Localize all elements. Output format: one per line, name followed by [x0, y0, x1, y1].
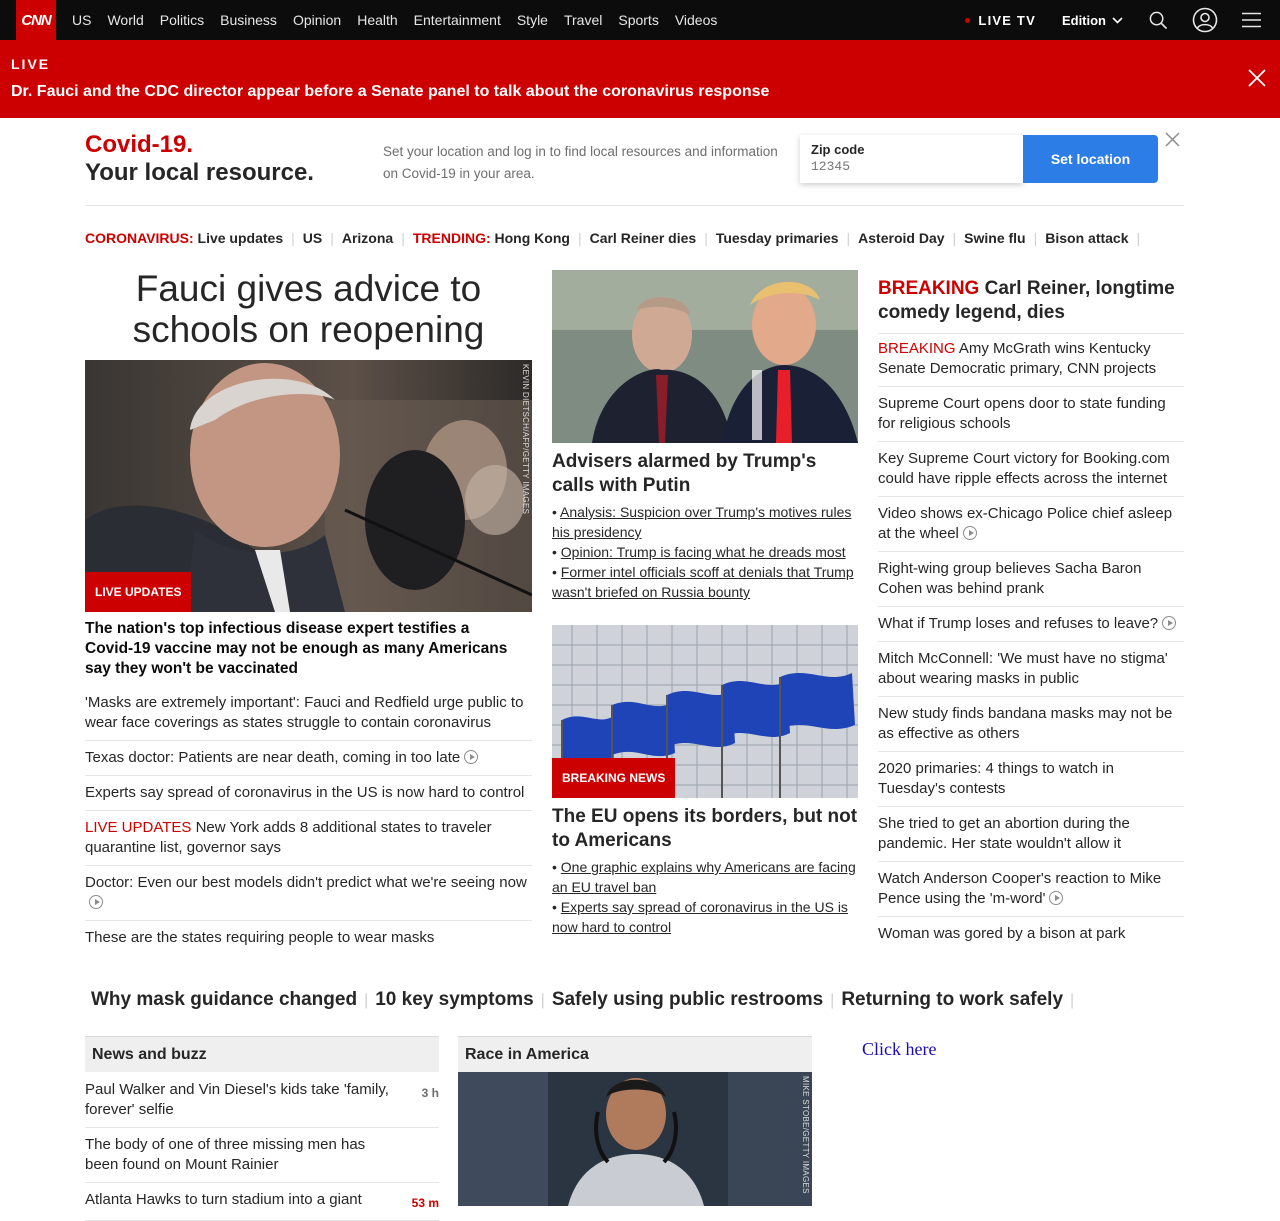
divider [85, 205, 1184, 206]
story-link-text: Watch Anderson Cooper's reaction to Mike Pence using the 'm-word' [878, 870, 1162, 907]
story-link-text: Woman was gored by a bison at park [878, 925, 1126, 942]
trending-bar [85, 230, 1148, 246]
list-item[interactable] [878, 387, 1184, 442]
account-icon[interactable] [1192, 7, 1218, 33]
covid-title-line1: Covid-19. [85, 131, 194, 158]
breaking-headline[interactable] [878, 277, 1184, 334]
trending-link[interactable]: Bison attack [1045, 230, 1129, 246]
eu-borders-related-links [552, 857, 858, 937]
list-item[interactable] [85, 776, 532, 811]
coronavirus-link[interactable]: Live updates [197, 230, 284, 246]
related-link[interactable] [552, 502, 858, 542]
nav-link-politics[interactable]: Politics [159, 12, 205, 28]
list-item[interactable] [85, 1128, 439, 1183]
list-item[interactable] [878, 442, 1184, 497]
related-link[interactable] [552, 562, 858, 602]
separator: | [577, 230, 582, 246]
edition-label: Edition [1061, 12, 1106, 28]
story-link-text: Experts say spread of coronavirus in the US is now hard to control [85, 784, 525, 801]
trending-link[interactable]: Asteroid Day [858, 230, 945, 246]
story-link-text: 'Masks are extremely important': Fauci and Redfield urge public to wear face coverings as states struggle to contain coronavirus [85, 694, 524, 731]
news-buzz-header: News and buzz [85, 1036, 439, 1072]
live-dot-icon [965, 18, 970, 23]
cnn-logo[interactable]: CNN [16, 0, 56, 40]
separator: | [540, 992, 545, 1009]
nav-link-videos[interactable]: Videos [674, 12, 718, 28]
story-link-text: Key Supreme Court victory for Booking.com could have ripple effects across the internet [878, 450, 1170, 487]
list-item[interactable] [878, 552, 1184, 607]
image-credit: MIKE STOBE/GETTY IMAGES [801, 1076, 810, 1194]
close-icon[interactable] [1165, 132, 1180, 152]
buzz-story-text: Atlanta Hawks to turn stadium into a giant [85, 1191, 362, 1208]
list-item[interactable] [85, 921, 532, 955]
chevron-down-icon [1112, 17, 1123, 24]
fauci-hearing-image[interactable] [85, 360, 532, 612]
separator: | [704, 230, 708, 246]
related-link[interactable] [552, 857, 858, 897]
edition-dropdown[interactable] [1062, 13, 1123, 28]
trump-putin-headline[interactable]: Advisers alarmed by Trump's calls with Putin [552, 451, 817, 496]
story-link-text: New study finds bandana masks may not be as effective as others [878, 705, 1173, 742]
list-item[interactable] [878, 917, 1184, 951]
trending-link[interactable]: Hong Kong [494, 230, 570, 246]
covid-module-title [85, 131, 314, 187]
separator: | [401, 230, 405, 246]
lead-story-list [85, 686, 532, 955]
story-prefix-label: BREAKING [878, 340, 956, 357]
eu-flags-image[interactable] [552, 625, 858, 798]
breaking-news-badge: BREAKING NEWS [552, 758, 675, 798]
nav-links [72, 0, 733, 40]
separator: | [364, 992, 369, 1009]
related-link[interactable] [552, 897, 858, 937]
timestamp: 3 h [421, 1086, 439, 1100]
bullet: • [552, 544, 561, 560]
bullet: • [552, 859, 561, 875]
related-link-text: Experts say spread of coronavirus in the US is now hard to control [552, 899, 848, 935]
nav-link-travel[interactable]: Travel [563, 12, 603, 28]
lead-headline[interactable]: Fauci gives advice to schools on reopening [132, 268, 485, 350]
zip-code-field[interactable] [800, 135, 1023, 183]
set-location-button[interactable]: Set location [1023, 135, 1158, 183]
related-link-text: Opinion: Trump is facing what he dreads most [560, 544, 846, 560]
lead-subheadline[interactable]: The nation's top infectious disease expert testifies a Covid-19 vaccine may not be enough as many Americans say they won't be vaccinated [85, 620, 508, 677]
featured-link[interactable]: Safely using public restrooms [551, 989, 824, 1010]
featured-link[interactable]: Why mask guidance changed [91, 989, 358, 1010]
bullet: • [552, 899, 561, 915]
separator: | [830, 992, 835, 1009]
nav-link-opinion[interactable]: Opinion [292, 12, 342, 28]
featured-link[interactable]: Returning to work safely [841, 989, 1064, 1010]
story-link-text: Video shows ex-Chicago Police chief asleep at the wheel [878, 505, 1173, 542]
separator: | [1033, 230, 1038, 246]
live-banner[interactable] [0, 40, 1280, 118]
buzz-story-text: Paul Walker and Vin Diesel's kids take 'family, forever' selfie [85, 1081, 389, 1118]
nav-link-sports[interactable]: Sports [618, 12, 659, 28]
search-icon[interactable] [1149, 11, 1168, 30]
nav-link-world[interactable]: World [107, 12, 144, 28]
nav-right [965, 0, 1280, 40]
list-item[interactable] [878, 642, 1184, 697]
bullet: • [552, 504, 561, 520]
covid-description: Set your location and log in to find local resources and information on Covid-19 in your area. [383, 144, 778, 181]
live-headline[interactable]: Dr. Fauci and the CDC director appear before a Senate panel to talk about the coronavirus response [11, 83, 770, 100]
race-in-america-header: Race in America [458, 1036, 812, 1072]
related-link-text: Former intel officials scoff at denials that Trump wasn't briefed on Russia bounty [552, 564, 854, 600]
list-item[interactable] [878, 607, 1184, 642]
play-video-icon [1162, 616, 1176, 630]
menu-icon[interactable] [1242, 12, 1261, 28]
story-link-text: Supreme Court opens door to state funding for religious schools [878, 395, 1166, 432]
story-link-text: Texas doctor: Patients are near death, coming in too late [85, 749, 461, 766]
trending-link[interactable]: Tuesday primaries [715, 230, 839, 246]
trending-link[interactable]: Swine flu [964, 230, 1026, 246]
separator: | [952, 230, 957, 246]
nav-link-health[interactable]: Health [357, 12, 398, 28]
story-link-text: Amy McGrath wins Kentucky Senate Democratic primary, CNN projects [878, 340, 1157, 377]
trump-putin-related-links [552, 502, 858, 602]
list-item[interactable] [878, 332, 1184, 387]
play-video-icon [963, 526, 977, 540]
related-link[interactable] [552, 542, 858, 562]
live-label: LIVE [11, 56, 51, 72]
related-link-text: One graphic explains why Americans are facing an EU travel ban [552, 859, 856, 895]
separator: | [1070, 992, 1075, 1009]
list-item[interactable] [85, 686, 532, 741]
story-prefix-label: LIVE UPDATES [85, 819, 192, 836]
list-item[interactable] [878, 752, 1184, 807]
separator: | [330, 230, 334, 246]
separator: | [1136, 230, 1141, 246]
separator: | [846, 230, 851, 246]
story-link-text: Right-wing group believes Sacha Baron Cohen was behind prank [878, 560, 1142, 597]
list-item[interactable] [85, 1183, 439, 1221]
play-video-icon [464, 750, 478, 764]
covid-title-line2: Your local resource. [85, 159, 314, 186]
list-item[interactable] [878, 807, 1184, 862]
top-navigation [0, 0, 1280, 40]
coronavirus-label: CORONAVIRUS: [85, 230, 194, 246]
image-credit: KEVIN DIETSCH/AFP/GETTY IMAGES [521, 364, 530, 515]
list-item[interactable] [878, 697, 1184, 752]
coronavirus-link[interactable]: Arizona [341, 230, 394, 246]
story-link-text: What if Trump loses and refuses to leave? [878, 615, 1159, 632]
close-icon[interactable] [1248, 69, 1266, 92]
timestamp: 53 m [411, 1196, 439, 1210]
zip-code-label: Zip code [811, 142, 865, 157]
coronavirus-link[interactable]: US [302, 230, 323, 246]
featured-links-row [91, 989, 1081, 1011]
trending-link[interactable]: Carl Reiner dies [589, 230, 697, 246]
story-link-text: Doctor: Even our best models didn't predict what we're seeing now [85, 874, 527, 891]
trump-putin-image[interactable] [552, 270, 858, 443]
separator: | [291, 230, 295, 246]
play-video-icon [1049, 891, 1063, 905]
story-link-text: Mitch McConnell: 'We must have no stigma' about wearing masks in public [878, 650, 1168, 687]
breaking-label: BREAKING [878, 278, 980, 299]
live-tv-label: LIVE TV [978, 12, 1036, 28]
eu-borders-headline[interactable]: The EU opens its borders, but not to Americans [552, 806, 858, 851]
list-item[interactable] [85, 1073, 439, 1128]
ad-click-here-link[interactable]: Click here [862, 1039, 937, 1059]
play-video-icon [89, 895, 103, 909]
story-link-text: 2020 primaries: 4 things to watch in Tuesday's contests [878, 760, 1114, 797]
list-item[interactable] [85, 866, 532, 921]
list-item[interactable] [878, 497, 1184, 552]
nav-link-business[interactable]: Business [220, 12, 277, 28]
story-link-text: New York adds 8 additional states to traveler quarantine list, governor says [85, 819, 492, 856]
featured-link[interactable]: 10 key symptoms [375, 989, 534, 1010]
news-buzz-list [85, 1073, 439, 1221]
story-link-text: These are the states requiring people to wear masks [85, 929, 435, 946]
zip-code-input[interactable] [811, 159, 1001, 174]
nav-link-style[interactable]: Style [516, 12, 548, 28]
list-item[interactable] [85, 811, 532, 866]
top-stories-list [878, 332, 1184, 951]
nav-link-us[interactable]: US [72, 12, 92, 28]
live-tv-link[interactable] [965, 13, 1036, 28]
race-in-america-image[interactable] [458, 1072, 812, 1206]
breaking-headline-text: Carl Reiner, longtime comedy legend, dies [878, 278, 1175, 323]
live-updates-badge: LIVE UPDATES [85, 572, 191, 612]
related-link-text: Analysis: Suspicion over Trump's motives rules his presidency [552, 504, 852, 540]
trending-label: TRENDING: [412, 230, 491, 246]
buzz-story-text: The body of one of three missing men has been found on Mount Rainier [85, 1136, 366, 1173]
story-link-text: She tried to get an abortion during the pandemic. Her state wouldn't allow it [878, 815, 1130, 852]
list-item[interactable] [878, 862, 1184, 917]
list-item[interactable] [85, 741, 532, 776]
bullet: • [552, 564, 561, 580]
nav-link-entertainment[interactable]: Entertainment [413, 12, 501, 28]
